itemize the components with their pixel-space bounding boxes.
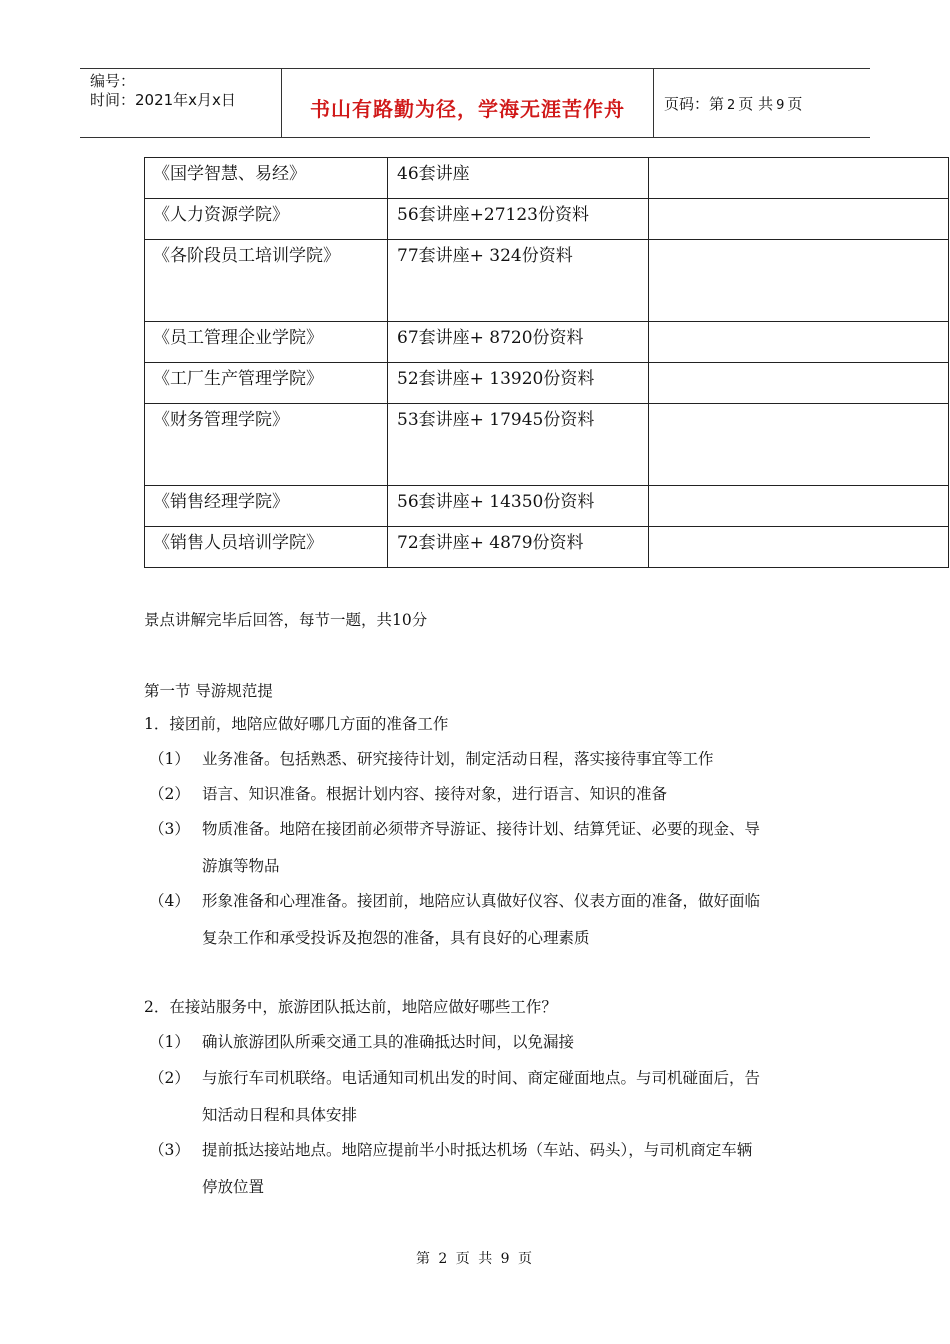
header-meta-cell bbox=[80, 69, 281, 137]
course-content-cell: 67套讲座+ 8720份资料 bbox=[388, 322, 649, 363]
list-item-number: （1） bbox=[149, 750, 190, 768]
motto-text: 书山有路勤为径，学海无涯苦作舟 bbox=[310, 97, 625, 121]
table-row bbox=[145, 240, 949, 322]
course-content-cell: 52套讲座+ 13920份资料 bbox=[388, 363, 649, 404]
list-item-number: （3） bbox=[149, 820, 190, 838]
page-total: 9 bbox=[776, 98, 785, 113]
list-item-text: 物质准备。地陪在接团前必须带齐导游证、接待计划、结算凭证、必要的现金、导 bbox=[202, 820, 761, 838]
course-note-cell bbox=[649, 322, 949, 363]
table-row bbox=[145, 404, 949, 486]
course-name-cell: 《工厂生产管理学院》 bbox=[145, 363, 388, 404]
course-content-cell: 53套讲座+ 17945份资料 bbox=[388, 404, 649, 486]
document-date-label: 时间：2021年x月x日 bbox=[90, 91, 236, 109]
list-item-number: （3） bbox=[149, 1141, 190, 1159]
page-suffix: 页 bbox=[787, 95, 803, 113]
list-item-number: （2） bbox=[149, 785, 190, 803]
course-note-cell bbox=[649, 199, 949, 240]
course-note-cell bbox=[649, 486, 949, 527]
list-item-text: 语言、知识准备。根据计划内容、接待对象，进行语言、知识的准备 bbox=[202, 785, 668, 803]
course-name-cell: 《财务管理学院》 bbox=[145, 404, 388, 486]
list-item-text: 提前抵达接站地点。地陪应提前半小时抵达机场（车站、码头），与司机商定车辆 bbox=[202, 1141, 753, 1159]
page-current: 2 bbox=[727, 98, 736, 113]
intro-paragraph: 景点讲解完毕后回答，每节一题，共10分 bbox=[144, 611, 428, 629]
section-title: 第一节 导游规范提 bbox=[144, 682, 273, 700]
course-name-cell: 《国学智慧、易经》 bbox=[145, 158, 388, 199]
course-name-cell: 《人力资源学院》 bbox=[145, 199, 388, 240]
course-content-cell: 46套讲座 bbox=[388, 158, 649, 199]
list-item-text-continued: 游旗等物品 bbox=[202, 857, 280, 875]
course-content-cell: 56套讲座+27123份资料 bbox=[388, 199, 649, 240]
list-item-text-continued: 停放位置 bbox=[202, 1178, 265, 1196]
course-note-cell bbox=[649, 158, 949, 199]
header-motto-cell bbox=[281, 69, 654, 137]
table-row bbox=[145, 527, 949, 568]
page-mid: 页 共 bbox=[738, 95, 774, 113]
page-header bbox=[80, 68, 870, 138]
course-name-cell: 《销售经理学院》 bbox=[145, 486, 388, 527]
course-name-cell: 《销售人员培训学院》 bbox=[145, 527, 388, 568]
course-content-cell: 56套讲座+ 14350份资料 bbox=[388, 486, 649, 527]
course-content-cell: 72套讲座+ 4879份资料 bbox=[388, 527, 649, 568]
header-page-cell bbox=[654, 69, 870, 137]
course-note-cell bbox=[649, 404, 949, 486]
document-number-label: 编号： bbox=[90, 72, 136, 90]
course-note-cell bbox=[649, 527, 949, 568]
table-row bbox=[145, 199, 949, 240]
list-item-number: （1） bbox=[149, 1033, 190, 1051]
question-2: 2．在接站服务中，旅游团队抵达前，地陪应做好哪些工作？ bbox=[144, 998, 557, 1016]
list-item-text-continued: 复杂工作和承受投诉及抱怨的准备，具有良好的心理素质 bbox=[202, 929, 590, 947]
course-note-cell bbox=[649, 240, 949, 322]
table-row bbox=[145, 486, 949, 527]
table-row bbox=[145, 322, 949, 363]
list-item-number: （4） bbox=[149, 892, 190, 910]
list-item-number: （2） bbox=[149, 1069, 190, 1087]
list-item-text-continued: 知活动日程和具体安排 bbox=[202, 1106, 358, 1124]
page-number-indicator bbox=[664, 93, 802, 114]
list-item-text: 确认旅游团队所乘交通工具的准确抵达时间，以免漏接 bbox=[202, 1033, 575, 1051]
page-footer: 第 2 页 共 9 页 bbox=[415, 1251, 535, 1267]
course-name-cell: 《员工管理企业学院》 bbox=[145, 322, 388, 363]
list-item-text: 形象准备和心理准备。接团前，地陪应认真做好仪容、仪表方面的准备，做好面临 bbox=[202, 892, 761, 910]
course-name-cell: 《各阶段员工培训学院》 bbox=[145, 240, 388, 322]
course-note-cell bbox=[649, 363, 949, 404]
course-content-cell: 77套讲座+ 324份资料 bbox=[388, 240, 649, 322]
page-prefix: 页码：第 bbox=[664, 95, 725, 113]
table-row bbox=[145, 158, 949, 199]
course-table bbox=[144, 157, 949, 568]
table-row bbox=[145, 363, 949, 404]
question-1: 1．接团前，地陪应做好哪几方面的准备工作 bbox=[144, 715, 449, 733]
list-item-text: 业务准备。包括熟悉、研究接待计划，制定活动日程，落实接待事宜等工作 bbox=[202, 750, 714, 768]
list-item-text: 与旅行车司机联络。电话通知司机出发的时间、商定碰面地点。与司机碰面后，告 bbox=[202, 1069, 761, 1087]
